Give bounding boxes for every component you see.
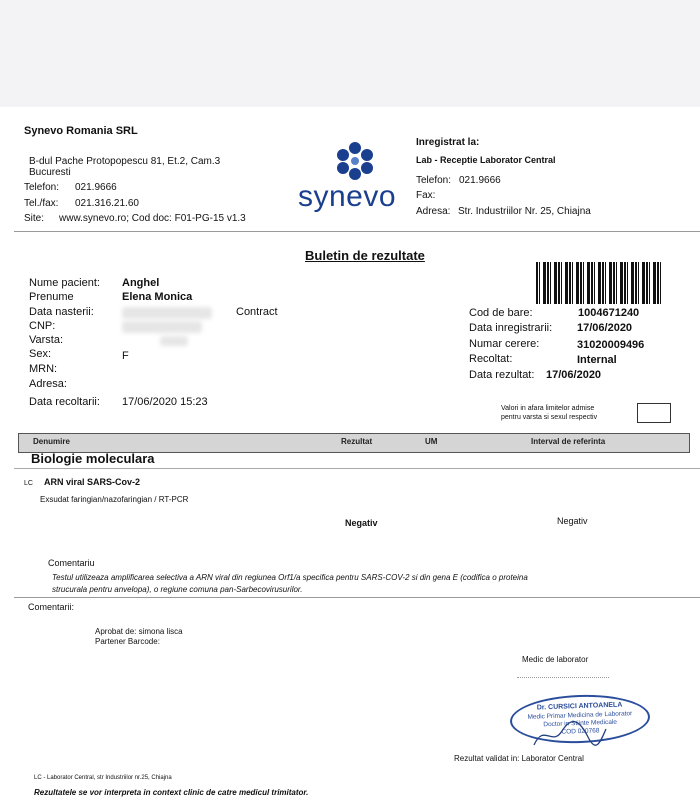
doctor-label: Medic de laborator (522, 655, 589, 664)
section-title: Biologie moleculara (31, 451, 155, 466)
limits-note-1: Valori in afara limitelor admise (501, 405, 595, 412)
company-address: B-dul Pache Protopopescu 81, Et.2, Cam.3 (29, 156, 221, 167)
result-date-label: Data rezultat: (469, 369, 535, 381)
comment-line-1: Testul utilizeaza amplificarea selectiva a ARN viral din regiunea Orf1/a specifica pentru SARS-COV-2 si din gena E (codifica o proteina (52, 573, 528, 582)
test-result: Negativ (345, 518, 378, 528)
registered-address-label: Adresa: (416, 206, 451, 217)
registered-phone-label: Telefon: (416, 175, 452, 186)
patient-first-label: Prenume (29, 291, 74, 303)
stamp-line-3: Doctor in Stiinte Medicale (543, 718, 618, 729)
company-site: www.synevo.ro; Cod doc: F01-PG-15 v1.3 (59, 213, 246, 224)
registered-address: Str. Industriilor Nr. 25, Chiajna (458, 206, 591, 217)
patient-collection-label: Data recoltarii: (29, 396, 100, 408)
registered-fax-label: Fax: (416, 190, 436, 201)
validated-in: Rezultat validat in: Laborator Central (454, 754, 584, 763)
company-name: Synevo Romania SRL (24, 125, 138, 137)
registered-title: Inregistrat la: (416, 137, 480, 148)
company-phone: 021.9666 (75, 182, 117, 193)
collected-label: Recoltat: (469, 353, 513, 365)
lc-note: LC - Laborator Central, str Industriilor nr.25, Chiajna (34, 775, 172, 781)
limits-note-2: pentru varsta si sexul respectiv (501, 414, 598, 421)
patient-contract: Contract (236, 306, 278, 318)
patient-name-label: Nume pacient: (29, 277, 100, 289)
test-reference: Negativ (557, 516, 588, 526)
signature-line (517, 677, 609, 678)
test-prefix: LC (24, 480, 33, 487)
stamp-line-4: COD 020768 (561, 727, 600, 736)
result-date: 17/06/2020 (546, 369, 602, 381)
col-name: Denumire (33, 437, 70, 446)
registered-phone: 021.9666 (459, 175, 501, 186)
patient-birth-label: Data nasterii: (29, 306, 94, 318)
limits-indicator-box (637, 403, 671, 423)
barcode-value: 1004671240 (578, 307, 640, 319)
comment-line-2: strucurala pentru anvelopa), o regiune comuna pan-Sarbecovirusurilor. (52, 585, 303, 594)
synevo-logo-icon (335, 140, 375, 182)
patient-first: Elena Monica (122, 291, 193, 303)
col-result: Rezultat (341, 437, 373, 446)
partner-barcode: Partener Barcode: (95, 637, 160, 646)
reg-date: 17/06/2020 (577, 322, 633, 334)
registered-lab: Lab - Receptie Laborator Central (416, 155, 556, 165)
comments-label: Comentarii: (28, 602, 75, 612)
company-phone-label: Telefon: (24, 182, 60, 193)
request-label: Numar cerere: (469, 338, 540, 350)
patient-address-label: Adresa: (29, 378, 67, 390)
stamp-line-2: Medic Primar Medicina de Laborator (527, 710, 633, 721)
result-document (0, 107, 700, 802)
patient-sex-label: Sex: (29, 348, 52, 360)
patient-mrn-label: MRN: (29, 363, 58, 375)
results-table-header (18, 433, 690, 453)
page-title: Buletin de rezultate (305, 248, 425, 263)
stamp-line-1: Dr. CURSICI ANTOANELA (536, 701, 623, 712)
col-ref: Interval de referinta (531, 437, 606, 446)
patient-sex: F (122, 350, 129, 362)
test-name: ARN viral SARS-Cov-2 (44, 477, 141, 487)
signature-icon (530, 717, 610, 751)
test-specimen: Exsudat faringian/nazofaringian / RT-PCR (40, 495, 189, 504)
patient-collection: 17/06/2020 15:23 (122, 396, 208, 408)
reg-date-label: Data inregistrarii: (469, 322, 553, 334)
disclaimer: Rezultatele se vor interpreta in context clinic de catre medicul trimitator. (34, 788, 309, 797)
patient-cnp-label: CNP: (29, 320, 56, 332)
redacted-age (160, 336, 188, 346)
patient-age-label: Varsta: (29, 334, 64, 346)
company-fax: 021.316.21.60 (75, 198, 139, 209)
company-city: Bucuresti (29, 167, 71, 178)
col-um: UM (425, 437, 438, 446)
redacted-birth (122, 307, 212, 319)
barcode-image (536, 262, 664, 304)
barcode-label: Cod de bare: (469, 307, 533, 319)
collected-value: Internal (577, 354, 617, 366)
patient-name: Anghel (122, 277, 160, 289)
redacted-cnp (122, 321, 202, 333)
company-fax-label: Tel./fax: (24, 198, 59, 209)
approved-by: Aprobat de: simona lisca (95, 627, 183, 636)
company-site-label: Site: (24, 213, 45, 224)
synevo-logo-text: synevo (298, 180, 397, 213)
comment-label: Comentariu (48, 558, 95, 568)
request-value: 31020009496 (577, 339, 645, 351)
